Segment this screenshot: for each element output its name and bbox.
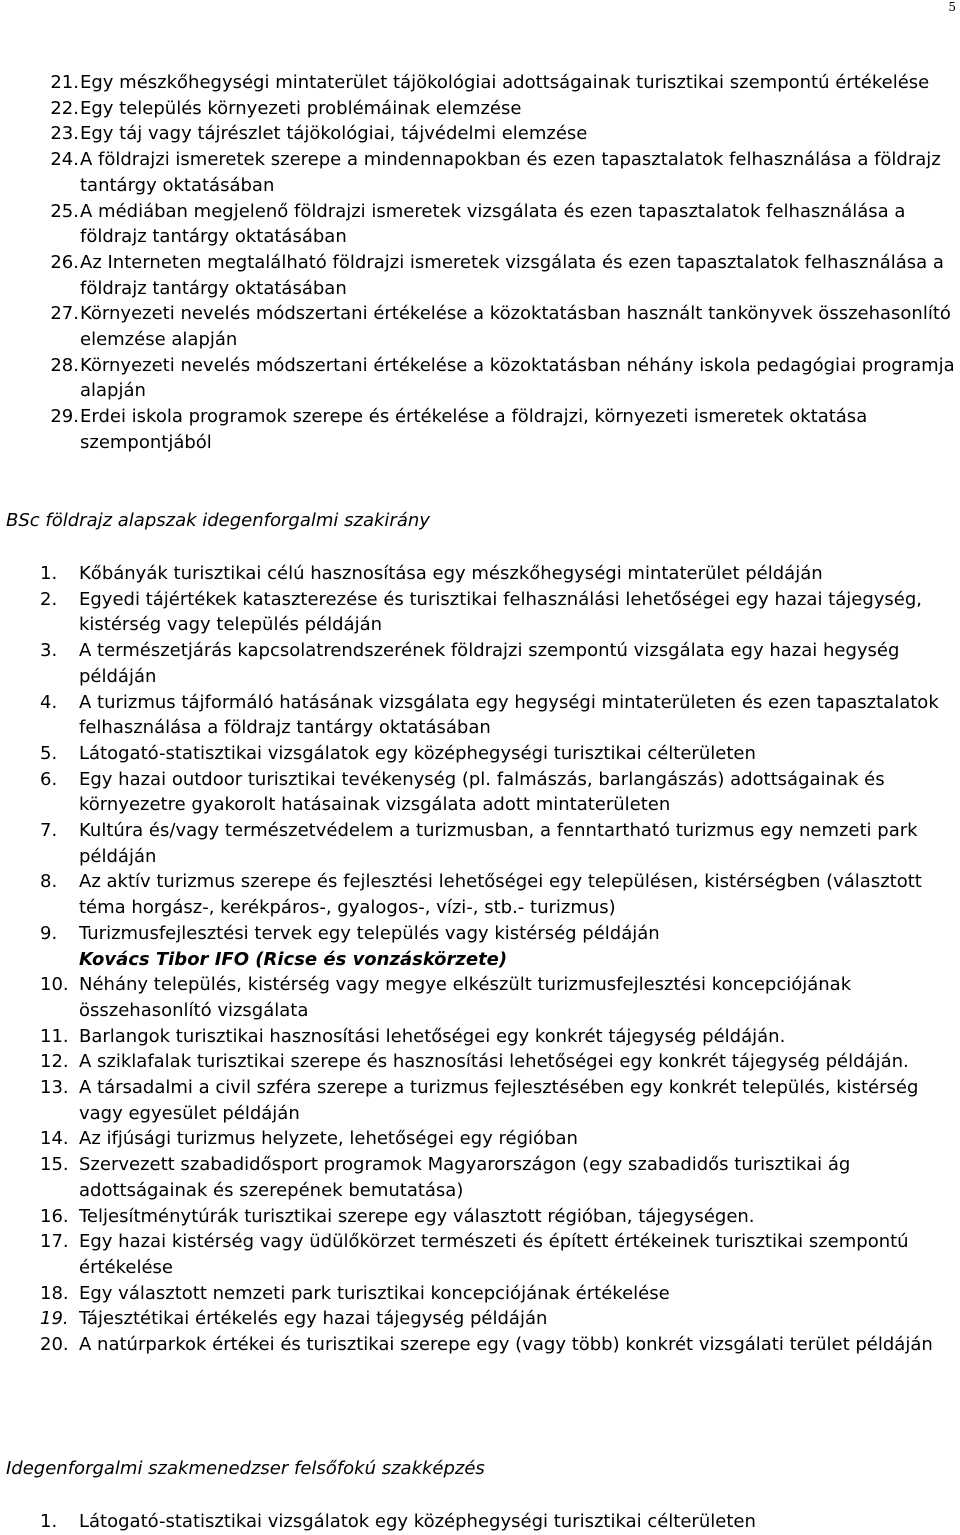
list-item [0, 1332, 960, 1358]
item-text [79, 587, 960, 638]
item-title: Környezeti nevelés módszertani értékelése a közoktatásban használt tankönyvek összehasonlító elemzése alapján [80, 303, 951, 351]
item-text [79, 741, 960, 767]
item-number: 5. [40, 742, 58, 764]
item-title: Tájesztétikai értékelés egy hazai tájegység példáján [79, 1308, 548, 1330]
list-item [0, 301, 960, 352]
item-number: 14. [40, 1128, 69, 1150]
list-item [0, 1152, 960, 1203]
list-item [0, 1306, 960, 1332]
item-text [80, 404, 960, 455]
item-title: A sziklafalak turisztikai szerepe és hasznosítási lehetőségei egy konkrét tájegység példáján. [79, 1051, 909, 1073]
item-text [79, 1229, 960, 1280]
item-text [80, 301, 960, 352]
item-number: 18. [40, 1282, 69, 1304]
list-item [0, 921, 960, 972]
item-note: Kovács Tibor IFO (Ricse és vonzáskörzete) [79, 948, 508, 970]
item-number: 7. [40, 820, 58, 842]
item-number: 4. [40, 691, 58, 713]
list-item [0, 1509, 960, 1535]
item-title: Egyedi tájértékek kataszterezése és turisztikai felhasználási lehetőségei egy hazai tájegység, kistérség vagy település példáján [79, 588, 923, 636]
thesis-topic-list-ifsz [0, 1509, 960, 1535]
list-item [0, 199, 960, 250]
item-title: Egy hazai outdoor turisztikai tevékenység (pl. falmászás, barlangászás) adottságainak és környezetre gyakorolt hatásainak vizsgálata adott mintaterületen [79, 768, 885, 816]
item-number: 1. [40, 563, 58, 584]
item-number: 9. [40, 922, 58, 944]
item-number: 16. [40, 1205, 69, 1227]
item-text [80, 199, 960, 250]
item-text [80, 147, 960, 198]
list-item [0, 1281, 960, 1307]
item-number: 23. [50, 123, 79, 145]
list-item [0, 638, 960, 689]
item-number: 1. [40, 1511, 58, 1532]
item-title: Turizmusfejlesztési tervek egy település vagy kistérség példáján [79, 922, 660, 944]
item-number: 10. [40, 974, 69, 996]
item-title: A natúrparkok értékei és turisztikai szerepe egy (vagy több) konkrét vizsgálati terület példáján [79, 1334, 933, 1356]
item-title: Kultúra és/vagy természetvédelem a turizmusban, a fenntartható turizmus egy nemzeti park példáján [79, 820, 918, 867]
item-number: 24. [50, 149, 79, 171]
item-number: 8. [40, 871, 58, 893]
list-item [0, 353, 960, 404]
list-item [0, 587, 960, 638]
list-item [0, 1126, 960, 1152]
item-title: Néhány település, kistérség vagy megye elkészült turizmusfejlesztési koncepciójának összehasonlító vizsgálata [79, 974, 852, 1021]
item-text [79, 638, 960, 689]
section-heading-ifsz: Idegenforgalmi szakmenedzser felsőfokú szakképzés [6, 1458, 485, 1479]
item-title: Az ifjúsági turizmus helyzete, lehetőségei egy régióban [79, 1128, 578, 1150]
item-number: 17. [40, 1231, 69, 1253]
item-text [79, 972, 960, 1023]
item-number: 25. [50, 200, 79, 222]
item-number: 6. [40, 768, 58, 790]
item-title: A természetjárás kapcsolatrendszerének földrajzi szempontú vizsgálata egy hazai hegység példáján [79, 640, 900, 687]
list-item [0, 1049, 960, 1075]
item-text [80, 250, 960, 301]
item-number: 11. [40, 1025, 69, 1047]
list-item [0, 121, 960, 147]
item-number: 27. [50, 303, 79, 325]
list-item [0, 561, 960, 587]
list-item [0, 818, 960, 869]
list-item [0, 1229, 960, 1280]
list-item [0, 1075, 960, 1126]
item-title: A földrajzi ismeretek szerepe a mindennapokban és ezen tapasztalatok felhasználása a földrajz tantárgy oktatásában [80, 149, 941, 196]
item-title: Az Interneten megtalálható földrajzi ismeretek vizsgálata és ezen tapasztalatok felhasználása a földrajz tantárgy oktatásában [80, 251, 944, 299]
item-number: 26. [50, 251, 79, 273]
thesis-topic-list-a [0, 70, 960, 456]
item-title: Kőbányák turisztikai célú hasznosítása egy mészkőhegységi mintaterület példáján [79, 563, 823, 584]
item-title: Egy hazai kistérség vagy üdülőkörzet természeti és épített értékeinek turisztikai szempontú értékelése [79, 1231, 909, 1278]
list-item [0, 1024, 960, 1050]
item-text [79, 1126, 960, 1152]
item-number: 22. [50, 97, 79, 119]
item-text [79, 1049, 960, 1075]
item-title: Szervezett szabadidősport programok Magyarországon (egy szabadidős turisztikai ág adottságainak és szerepének bemutatása) [79, 1154, 851, 1201]
item-title: Egy választott nemzeti park turisztikai koncepciójának értékelése [79, 1282, 670, 1304]
item-text [79, 690, 960, 741]
item-title: Teljesítménytúrák turisztikai szerepe egy választott régióban, tájegységen. [79, 1205, 755, 1227]
item-text [79, 1281, 960, 1307]
item-number: 13. [40, 1077, 69, 1099]
item-text [79, 1332, 960, 1358]
item-text [79, 1152, 960, 1203]
item-number: 2. [40, 588, 58, 610]
item-number: 19. [40, 1308, 69, 1330]
item-title: Barlangok turisztikai hasznosítási lehetőségei egy konkrét tájegység példáján. [79, 1025, 786, 1047]
item-title: Egy mészkőhegységi mintaterület tájökológiai adottságainak turisztikai szempontú értékelése [80, 72, 930, 93]
item-number: 15. [40, 1154, 69, 1176]
item-text [79, 1204, 960, 1230]
item-title: Környezeti nevelés módszertani értékelése a közoktatásban néhány iskola pedagógiai programja alapján [80, 354, 955, 402]
item-text [79, 1024, 960, 1050]
item-text [79, 869, 960, 920]
section-heading-bsc: BSc földrajz alapszak idegenforgalmi szakirány [6, 510, 430, 531]
item-text [80, 70, 960, 96]
item-title: Egy település környezeti problémáinak elemzése [80, 97, 522, 119]
list-item [0, 690, 960, 741]
list-item [0, 1204, 960, 1230]
item-text [79, 1509, 960, 1535]
item-number: 21. [50, 72, 79, 93]
item-title: A médiában megjelenő földrajzi ismeretek vizsgálata és ezen tapasztalatok felhasználása a földrajz tantárgy oktatásában [80, 200, 906, 248]
item-title: A turizmus tájformáló hatásának vizsgálata egy hegységi mintaterületen és ezen tapasztalatok felhasználása a földrajz tantárgy oktatásában [79, 691, 939, 739]
item-number: 3. [40, 640, 58, 662]
item-text [80, 96, 960, 122]
item-title: A társadalmi a civil szféra szerepe a turizmus fejlesztésében egy konkrét település, kistérség vagy egyesület példáján [79, 1077, 919, 1124]
list-item [0, 972, 960, 1023]
item-text [79, 561, 960, 587]
item-title: Egy táj vagy tájrészlet tájökológiai, tájvédelmi elemzése [80, 123, 588, 145]
item-text [79, 921, 960, 972]
list-item [0, 96, 960, 122]
item-title: Látogató-statisztikai vizsgálatok egy középhegységi turisztikai célterületen [79, 1511, 756, 1532]
page-number: 5 [948, 0, 956, 14]
item-text [80, 353, 960, 404]
item-text [80, 121, 960, 147]
list-item [0, 70, 960, 96]
list-item [0, 404, 960, 455]
item-number: 28. [50, 354, 79, 376]
item-text [79, 1306, 960, 1332]
thesis-topic-list-bsc [0, 561, 960, 1358]
item-title: Az aktív turizmus szerepe és fejlesztési lehetőségei egy településen, kistérségben (választott téma horgász-, kerékpáros-, gyalogos-, vízi-, stb.- turizmus) [79, 871, 922, 919]
item-text [79, 1075, 960, 1126]
item-title: Erdei iskola programok szerepe és értékelése a földrajzi, környezeti ismeretek oktatása szempontjából [80, 406, 868, 453]
item-title: Látogató-statisztikai vizsgálatok egy középhegységi turisztikai célterületen [79, 742, 756, 764]
item-text [79, 767, 960, 818]
list-item [0, 741, 960, 767]
list-item [0, 147, 960, 198]
item-number: 12. [40, 1051, 69, 1073]
item-number: 20. [40, 1334, 69, 1356]
item-text [79, 818, 960, 869]
list-item [0, 250, 960, 301]
list-item [0, 869, 960, 920]
item-number: 29. [50, 406, 79, 428]
list-item [0, 767, 960, 818]
